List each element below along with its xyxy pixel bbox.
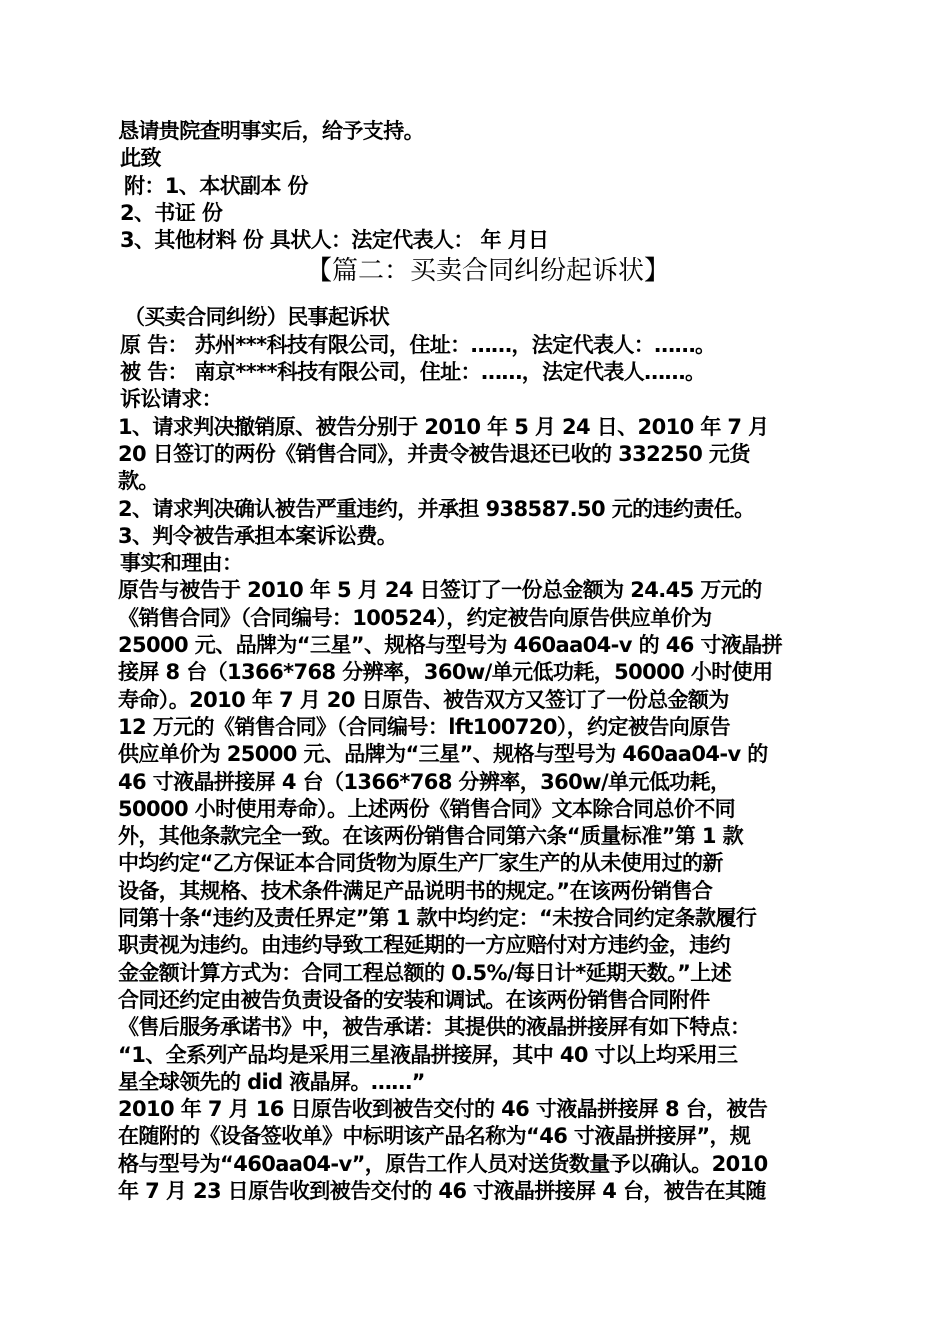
facts-line: 金金额计算方式为：合同工程总额的 0.5%/每日计*延期天数。”上述 [118, 960, 732, 985]
facts-line: 外，其他条款完全一致。在该两份销售合同第六条“质量标准”第 1 款 [118, 824, 744, 849]
facts-label: 事实和理由： [120, 551, 243, 576]
facts-line: 《售后服务承诺书》中，被告承诺：其提供的液晶拼接屏有如下特点： [118, 1015, 751, 1040]
facts-line: 年 7 月 23 日原告收到被告交付的 46 寸液晶拼接屏 4 台，被告在其随 [118, 1178, 766, 1203]
claim-line: 20 日签订的两份《销售合同》，并责令被告退还已收的 332250 元货 [118, 441, 750, 466]
facts-line: 同第十条“违约及责任界定”第 1 款中均约定：“未按合同约定条款履行 [118, 906, 757, 931]
facts-line: 25000 元、品牌为“三星”、规格与型号为 460aa04-v 的 46 寸液晶拼 [118, 633, 783, 658]
facts-line: 供应单价为 25000 元、品牌为“三星”、规格与型号为 460aa04-v 的 [118, 742, 768, 767]
facts-line: 合同还约定由被告负责设备的安装和调试。在该两份销售合同附件 [118, 987, 710, 1012]
closing-request-line: 恳请贵院查明事实后，给予支持。 [118, 119, 424, 143]
claim-line: 3、判令被告承担本案诉讼费。 [118, 523, 398, 548]
section-title: 【篇二：买卖合同纠纷起诉状】 [305, 256, 670, 287]
attachment-line-2: 2、书证 份 [120, 200, 223, 225]
facts-line: 接屏 8 台（1366*768 分辨率，360w/单元低功耗，50000 小时使用 [118, 660, 773, 685]
previous-section-closing [118, 118, 838, 254]
facts-line: “1、全系列产品均是采用三星液晶拼接屏，其中 40 寸以上均采用三 [118, 1042, 738, 1067]
claims-label: 诉讼请求： [120, 387, 222, 412]
document-page [118, 118, 838, 1205]
complaint-body [118, 304, 838, 1205]
facts-line: 50000 小时使用寿命）。上述两份《销售合同》文本除合同总价不同 [118, 796, 736, 821]
claims-list [118, 414, 838, 550]
claim-line: 1、请求判决撤销原、被告分别于 2010 年 5 月 24 日、2010 年 7 月 [118, 414, 769, 439]
attachment-line-3: 3、其他材料 份 具状人：法定代表人： 年 月日 [120, 228, 549, 253]
facts-line: 星全球领先的 did 液晶屏。……” [118, 1069, 425, 1094]
plaintiff-line: 原 告： 苏州***科技有限公司，住址：……，法定代表人：……。 [120, 332, 716, 357]
attachment-line-1: 附：1、本状副本 份 [124, 173, 308, 198]
facts-text [118, 577, 838, 1205]
facts-line: 设备，其规格、技术条件满足产品说明书的规定。”在该两份销售合 [118, 878, 713, 903]
facts-line: 中均约定“乙方保证本合同货物为原生产厂家生产的从未使用过的新 [118, 851, 723, 876]
facts-line: 2010 年 7 月 16 日原告收到被告交付的 46 寸液晶拼接屏 8 台，被告 [118, 1097, 768, 1122]
facts-line: 12 万元的《销售合同》（合同编号：lft100720），约定被告向原告 [118, 714, 730, 739]
salutation-line: 此致 [120, 146, 161, 171]
complaint-heading: （买卖合同纠纷）民事起诉状 [124, 305, 390, 330]
facts-line: 格与型号为“460aa04-v”，原告工作人员对送货数量予以确认。2010 [118, 1151, 768, 1176]
facts-line: 寿命）。2010 年 7 月 20 日原告、被告双方又签订了一份总金额为 [118, 687, 729, 712]
claim-line: 2、请求判决确认被告严重违约，并承担 938587.50 元的违约责任。 [118, 496, 755, 521]
facts-line: 《销售合同》（合同编号：100524），约定被告向原告供应单价为 [118, 605, 712, 630]
defendant-line: 被 告： 南京****科技有限公司，住址：……，法定代表人……。 [120, 360, 706, 385]
facts-line: 46 寸液晶拼接屏 4 台（1366*768 分辨率，360w/单元低功耗， [118, 769, 731, 794]
facts-line: 原告与被告于 2010 年 5 月 24 日签订了一份总金额为 24.45 万元的 [118, 578, 762, 603]
facts-line: 职责视为违约。由违约导致工程延期的一方应赔付对方违约金，违约 [118, 933, 730, 958]
claim-line: 款。 [118, 469, 159, 494]
facts-line: 在随附的《设备签收单》中标明该产品名称为“46 寸液晶拼接屏”，规 [118, 1124, 751, 1149]
